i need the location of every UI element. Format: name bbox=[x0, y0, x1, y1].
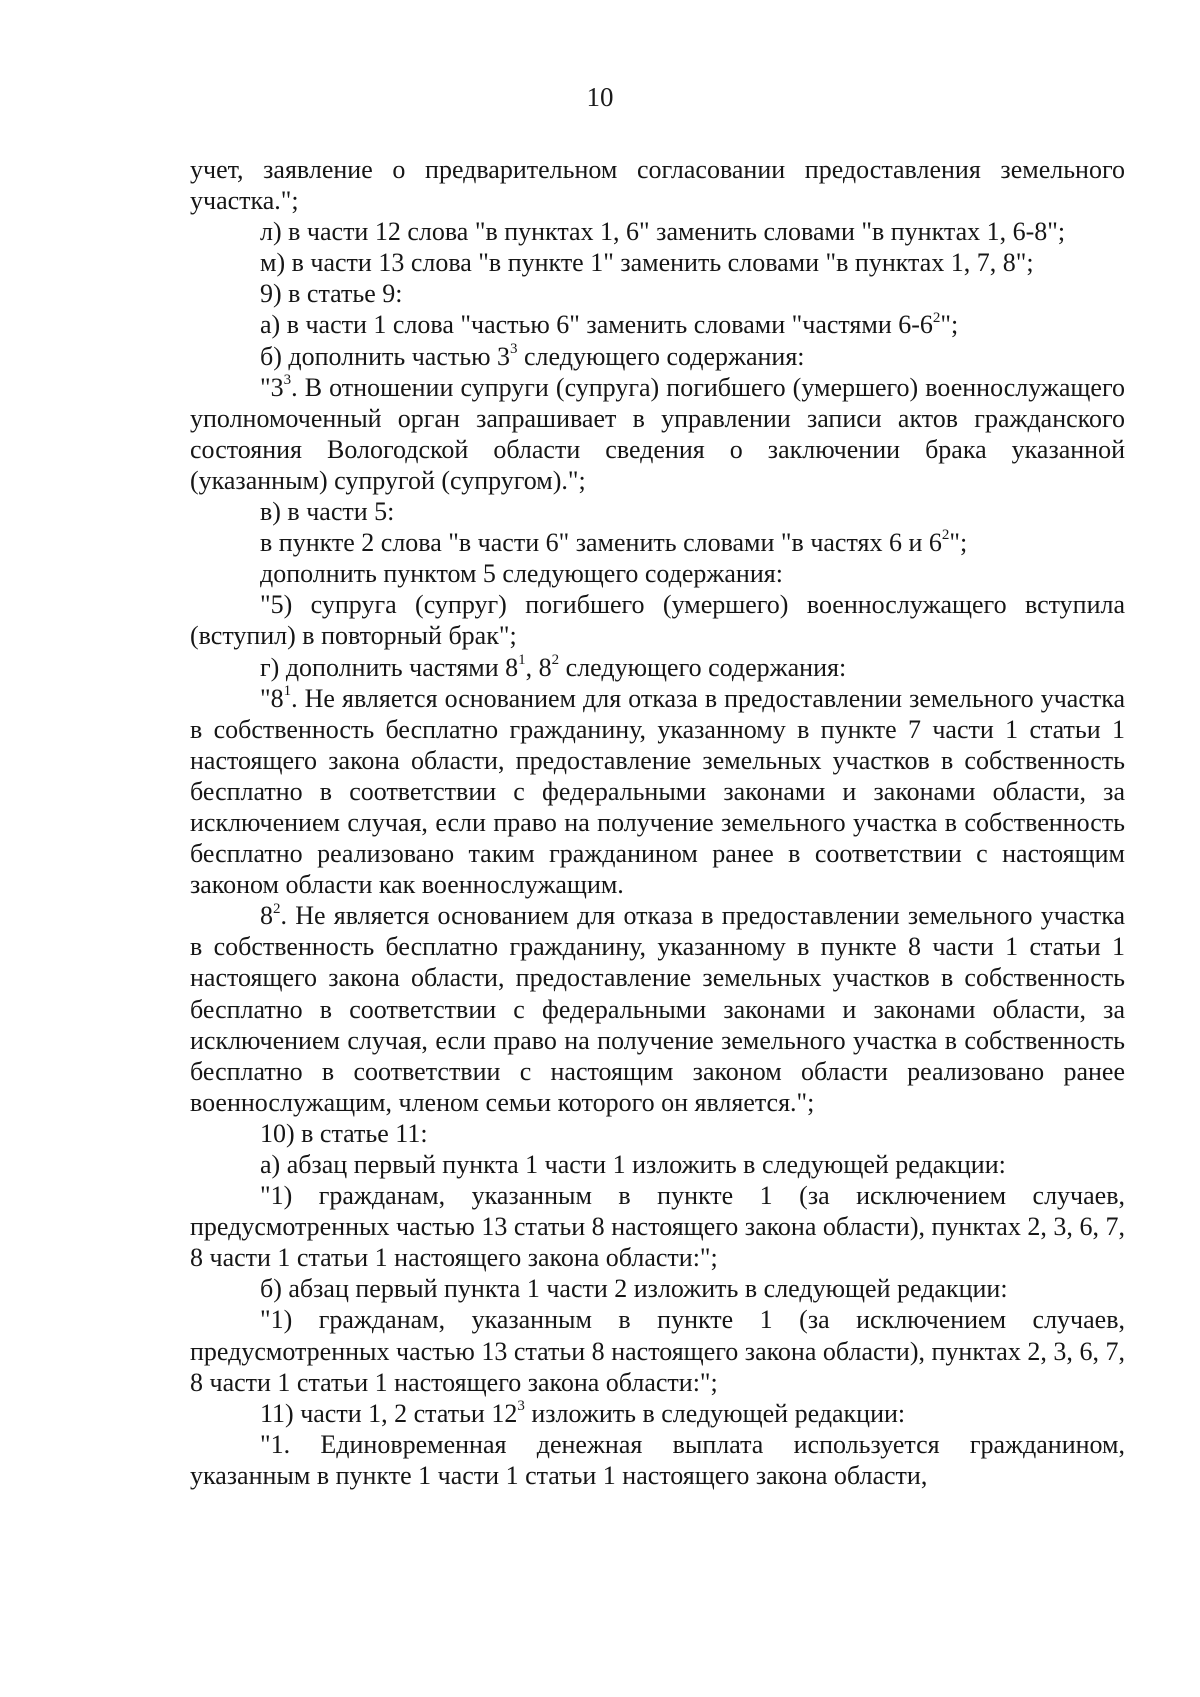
paragraph: б) абзац первый пункта 1 части 2 изложить в следующей редакции: bbox=[260, 1274, 1008, 1304]
paragraph: 9) в статье 9: bbox=[260, 279, 403, 309]
page-number: 10 bbox=[586, 82, 614, 112]
paragraph: $8^2$. Не является основанием для отказа в предоставлении земельного участка в собственность бесплатно гражданину, указанному в пункте 8 части 1 статьи 1 настоящего закона области, предоставление земельных участков в собственность бесплатно в соответствии с федеральными законами и законами области, за исключением случая, если право на получение земельного участка в собственность бесплатно в соответствии с настоящим законом области реализовано ранее военнослужащим, членом семьи которого он является."; bbox=[190, 900, 1125, 1117]
paragraph: а) абзац первый пункта 1 части 1 изложить в следующей редакции: bbox=[260, 1150, 1006, 1179]
paragraph: дополнить пунктом 5 следующего содержания: bbox=[260, 559, 783, 589]
paragraph: г) дополнить частями $8^1$, $8^2$ следующего содержания: bbox=[260, 651, 847, 682]
paragraph: "1) гражданам, указанным в пункте 1 (за исключением случаев, предусмотренных частью 13 статьи 8 настоящего закона области), пунктах 2, 3, 6, 7, 8 части 1 статьи 1 настоящего закона области:"; bbox=[190, 1305, 1125, 1397]
document-body bbox=[190, 154, 1125, 1491]
paragraph: а) в части 1 слова "частью 6" заменить словами "частями $6-6^2$"; bbox=[260, 309, 959, 340]
paragraph: б) дополнить частью $3^3$ следующего содержания: bbox=[260, 340, 805, 371]
paragraph: "$3^3$. В отношении супруги (супруга) погибшего (умершего) военнослужащего уполномоченный орган запрашивает в управлении записи актов гражданского состояния Вологодской области сведения о заключении брака указанной (указанным) супругой (супругом)."; bbox=[190, 372, 1125, 495]
paragraph: в) в части 5: bbox=[260, 497, 395, 527]
paragraph: 11) части 1, 2 статьи $12^3$ изложить в следующей редакции: bbox=[260, 1398, 906, 1428]
paragraph: в пункте 2 слова "в части 6" заменить словами "в частях 6 и $6^2$"; bbox=[260, 527, 968, 558]
paragraph: "1) гражданам, указанным в пункте 1 (за исключением случаев, предусмотренных частью 13 статьи 8 настоящего закона области), пунктах 2, 3, 6, 7, 8 части 1 статьи 1 настоящего закона области:"; bbox=[190, 1181, 1125, 1273]
paragraph: л) в части 12 слова "в пунктах 1, 6" заменить словами "в пунктах 1, 6-8"; bbox=[260, 217, 1066, 247]
paragraph: учет, заявление о предварительном согласовании предоставления земельного участка."; bbox=[190, 155, 1125, 216]
paragraph: "5) супруга (супруг) погибшего (умершего) военнослужащего вступила (вступил) в повторный брак"; bbox=[190, 590, 1125, 651]
paragraph: "1. Единовременная денежная выплата используется гражданином, указанным в пункте 1 части 1 статьи 1 настоящего закона области, bbox=[190, 1429, 1125, 1490]
paragraph: 10) в статье 11: bbox=[260, 1118, 428, 1148]
paragraph: м) в части 13 слова "в пункте 1" заменить словами "в пунктах 1, 7, 8"; bbox=[260, 248, 1034, 278]
paragraph: "$8^1$. Не является основанием для отказа в предоставлении земельного участка в собственность бесплатно гражданину, указанному в пункте 7 части 1 статьи 1 настоящего закона области, предоставление земельных участков в собственность бесплатно в соответствии с федеральными законами и законами области, за исключением случая, если право на получение земельного участка в собственность бесплатно реализовано таким гражданином ранее в соответствии с настоящим законом области как военнослужащим. bbox=[190, 682, 1125, 900]
